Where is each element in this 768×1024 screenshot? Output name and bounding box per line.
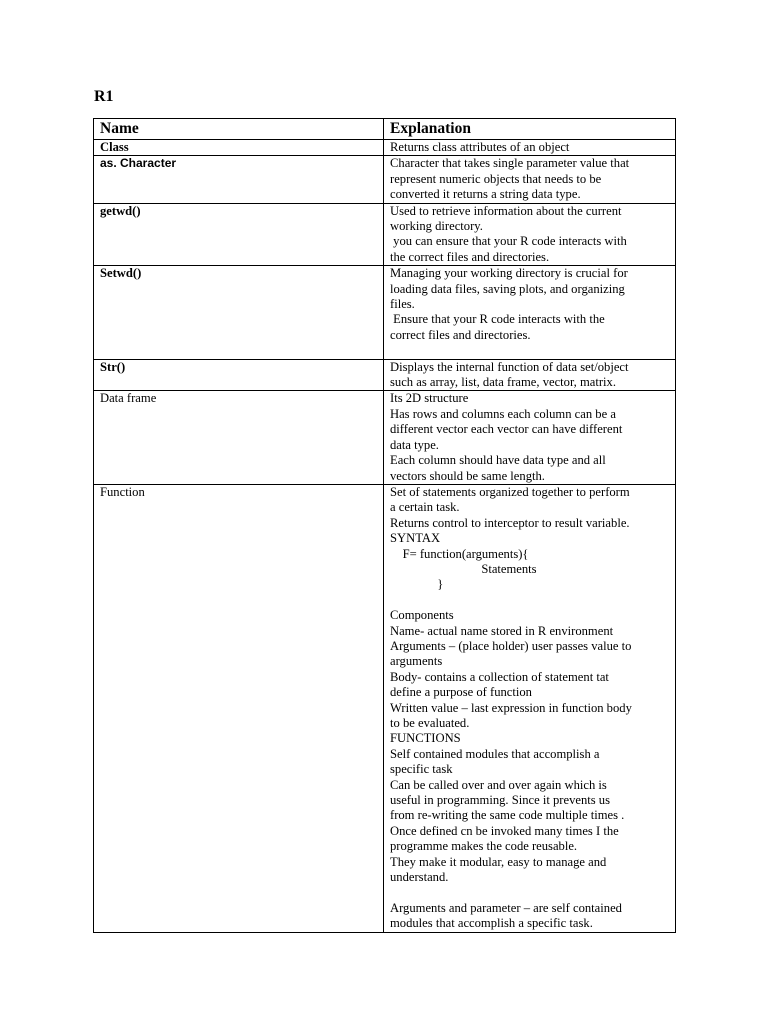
explanation-line: files.	[390, 297, 415, 312]
row-name-cell	[94, 391, 384, 484]
explanation-line: useful in programming. Since it prevents us	[390, 793, 611, 808]
table-row	[94, 140, 676, 156]
row-explanation-cell	[384, 359, 676, 391]
explanation-line: Once defined cn be invoked many times I the	[390, 823, 619, 838]
explanation-line: modules that accomplish a specific task.	[390, 916, 593, 931]
row-name-cell	[94, 203, 384, 266]
explanation-line: define a purpose of function	[390, 685, 532, 700]
explanation-line	[390, 885, 671, 900]
explanation-line: arguments	[390, 654, 443, 669]
document-heading: R1	[94, 88, 114, 105]
explanation-line: Managing your working directory is crucial for	[390, 266, 628, 281]
table-body	[94, 140, 676, 933]
explanation-line: Character that takes single parameter value that	[390, 156, 630, 171]
explanation-line: to be evaluated.	[390, 716, 470, 730]
explanation-line: Self contained modules that accomplish a	[390, 746, 600, 761]
explanation-line: converted it returns a string data type.	[390, 187, 581, 202]
explanation-line: working directory.	[390, 219, 483, 234]
explanation-line: Name- actual name stored in R environment	[390, 623, 614, 638]
row-name-cell	[94, 156, 384, 203]
row-name-cell	[94, 359, 384, 391]
row-explanation-cell	[384, 156, 676, 203]
explanation-line: Each column should have data type and all	[390, 453, 606, 468]
explanation-line: }	[390, 577, 444, 592]
explanation-line: the correct files and directories.	[390, 249, 550, 264]
explanation-line: specific task	[390, 762, 453, 777]
explanation-line: understand.	[390, 870, 449, 885]
explanation-line: data type.	[390, 437, 439, 452]
row-name-cell	[94, 140, 384, 156]
explanation-line: programme makes the code reusable.	[390, 839, 578, 854]
explanation-line: Its 2D structure	[390, 391, 469, 406]
row-name: Str()	[100, 359, 126, 374]
explanation-line: Components	[390, 608, 454, 623]
explanation-line: They make it modular, easy to manage and	[390, 854, 607, 869]
explanation-line: Has rows and columns each column can be a	[390, 406, 616, 421]
explanation-line: represent numeric objects that needs to be	[390, 171, 602, 186]
explanation-line: Set of statements organized together to perform	[390, 484, 630, 499]
explanation-line: correct files and directories.	[390, 327, 531, 342]
table-row	[94, 484, 676, 932]
explanation-line: different vector each vector can have different	[390, 422, 623, 437]
explanation-line: Body- contains a collection of statement tat	[390, 669, 609, 684]
row-name: Data frame	[100, 391, 157, 406]
explanation-line: Ensure that your R code interacts with the	[390, 312, 605, 327]
explanation-line: such as array, list, data frame, vector, matrix.	[390, 375, 616, 390]
explanation-line: vectors should be same length.	[390, 468, 545, 483]
explanation-line: you can ensure that your R code interacts with	[390, 234, 627, 249]
row-name: Setwd()	[100, 266, 142, 281]
header-explanation: Explanation	[384, 119, 676, 140]
explanation-line	[390, 343, 671, 358]
explanation-line: FUNCTIONS	[390, 731, 461, 746]
explanation-line: Written value – last expression in function body	[390, 700, 632, 715]
explanation-line: F= function(arguments){	[390, 546, 529, 561]
row-explanation-cell	[384, 140, 676, 156]
header-name: Name	[94, 119, 384, 140]
row-explanation-cell	[384, 484, 676, 932]
explanation-line: Used to retrieve information about the current	[390, 203, 622, 218]
table-header-row	[94, 119, 676, 140]
explanation-line: Displays the internal function of data set/object	[390, 359, 629, 374]
explanation-line: Arguments and parameter – are self contained	[390, 900, 622, 915]
explanation-line: Arguments – (place holder) user passes value to	[390, 638, 632, 653]
row-name: Class	[100, 140, 129, 154]
row-name: as. Character	[100, 156, 177, 171]
row-name: Function	[100, 484, 145, 499]
table-row	[94, 156, 676, 203]
row-name: getwd()	[100, 203, 141, 218]
row-explanation-cell	[384, 391, 676, 484]
explanation-line: Returns class attributes of an object	[390, 140, 570, 154]
r-functions-table	[93, 118, 676, 933]
row-explanation-cell	[384, 266, 676, 359]
explanation-line: loading data files, saving plots, and organizing	[390, 281, 625, 296]
row-explanation-cell	[384, 203, 676, 266]
explanation-line: Statements	[390, 561, 537, 576]
explanation-line: Returns control to interceptor to result variable.	[390, 515, 630, 530]
explanation-line: SYNTAX	[390, 531, 441, 546]
table-row	[94, 266, 676, 359]
explanation-line	[390, 593, 671, 608]
explanation-line: a certain task.	[390, 500, 460, 515]
table-row	[94, 359, 676, 391]
table-row	[94, 391, 676, 484]
explanation-line: Can be called over and over again which is	[390, 777, 607, 792]
row-name-cell	[94, 266, 384, 359]
row-name-cell	[94, 484, 384, 932]
table-row	[94, 203, 676, 266]
explanation-line: from re-writing the same code multiple times .	[390, 808, 625, 823]
